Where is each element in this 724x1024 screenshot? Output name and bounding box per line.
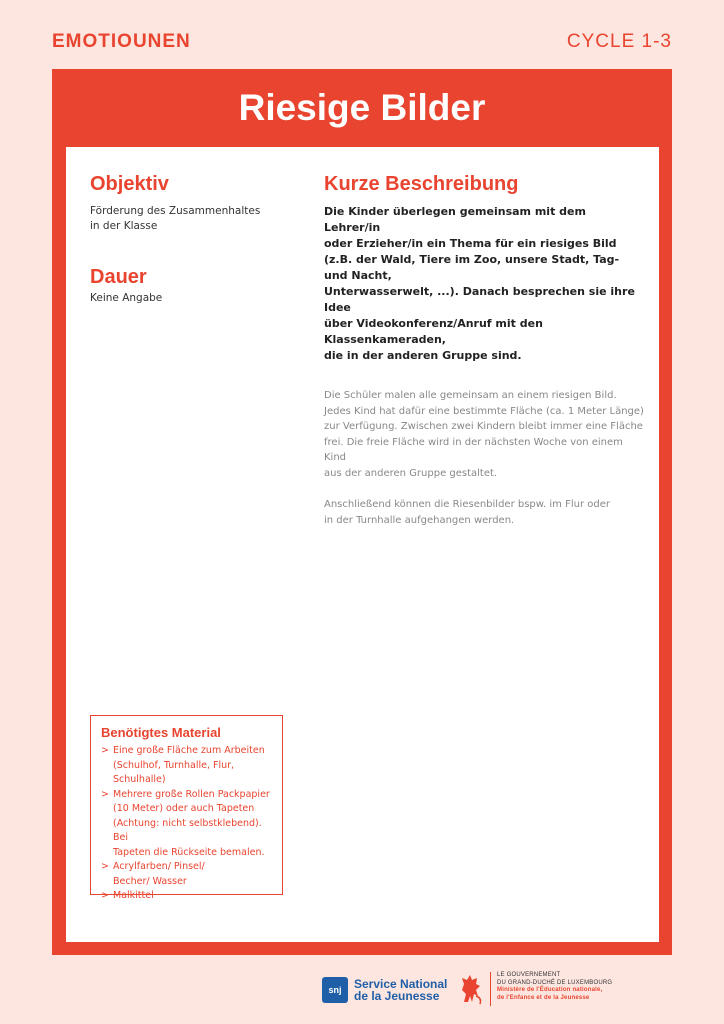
cycle-label: CYCLE 1-3: [566, 31, 672, 52]
beschreibung-paragraph-2: Anschließend können die Riesenbilder bspw. im Flur oder in der Turnhalle aufgehangen werden.: [324, 499, 610, 526]
beschreibung-heading: Kurze Beschreibung: [324, 173, 519, 195]
government-logo-block: [458, 972, 612, 1006]
chevron-right-icon: >: [101, 745, 109, 756]
red-lion-icon: [458, 972, 484, 1006]
beschreibung-paragraph-1: Die Schüler malen alle gemeinsam an einem riesigen Bild. Jedes Kind hat dafür eine bestimmte Fläche (ca. 1 Meter Länge) zur Verfügung. Zwischen zwei Kindern bleibt immer eine Fläche frei. Die freie Fläche wird in der nächsten Woche von einem Kind aus der anderen Gruppe gestaltet.: [324, 390, 644, 479]
list-item: > Mehrere große Rollen Packpapier (10 Meter) oder auch Tapeten (Achtung: nicht selbstklebend). Bei Tapeten die Rückseite bemalen.: [101, 788, 270, 858]
objektiv-text: Förderung des Zusammenhaltes in der Klasse: [90, 205, 261, 232]
list-item: > Malkittel: [101, 889, 276, 904]
snj-name: Service National de la Jeunesse: [354, 977, 448, 1003]
government-name: LE GOUVERNEMENT DU GRAND-DUCHÉ DE LUXEMBOURG Ministère de l'Éducation nationale, de l'Enfance et de la Jeunesse: [497, 972, 613, 1001]
material-box: [90, 715, 283, 901]
list-item: > Eine große Fläche zum Arbeiten (Schulhof, Turnhalle, Flur, Schulhalle): [101, 745, 265, 785]
objektiv-heading: Objektiv: [90, 173, 169, 195]
material-list: [91, 744, 282, 904]
content-panel: [66, 147, 659, 942]
snj-logo-block: [322, 977, 447, 1003]
beschreibung-intro: Die Kinder überlegen gemeinsam mit dem Lehrer/in oder Erzieher/in ein Thema für ein riesiges Bild (z.B. der Wald, Tiere im Zoo, unsere Stadt, Tag- und Nacht, Unterwasserwelt, ...). Danach besprechen sie ihre Idee über Videokonferenz/Anruf mit den Klassenkameraden, die in der anderen Gruppe sind.: [324, 205, 635, 362]
list-item: > Acrylfarben/ Pinsel/ Becher/ Wasser: [101, 861, 205, 887]
left-column: [90, 173, 290, 306]
snj-logo-icon: snj: [322, 977, 348, 1003]
activity-card: [52, 69, 672, 955]
material-heading: Benötigtes Material: [101, 725, 221, 740]
divider: [490, 972, 491, 1006]
dauer-text: Keine Angabe: [90, 292, 163, 304]
category-label: EMOTIOUNEN: [52, 31, 191, 52]
chevron-right-icon: >: [101, 788, 109, 800]
chevron-right-icon: >: [101, 890, 109, 901]
dauer-heading: Dauer: [90, 266, 147, 288]
chevron-right-icon: >: [101, 861, 109, 872]
right-column: [324, 173, 644, 528]
page-title: Riesige Bilder: [238, 87, 486, 128]
